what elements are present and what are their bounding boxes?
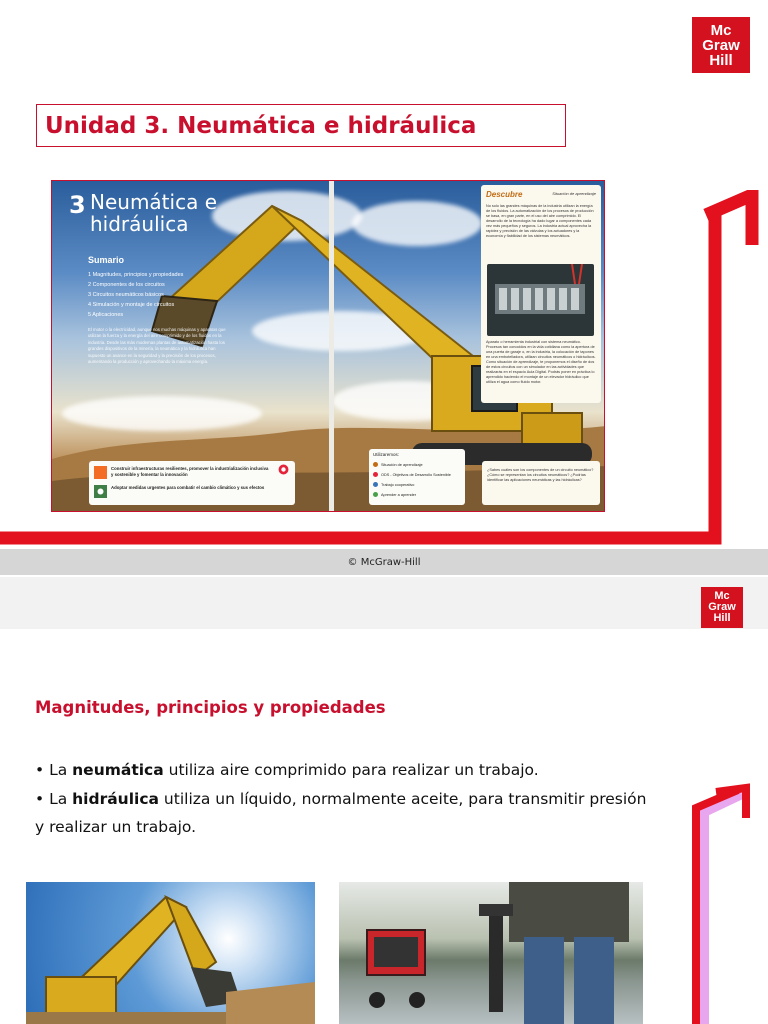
bullet-list (35, 756, 655, 842)
pneumatic-valves-photo (487, 264, 594, 336)
logo-line-1: Mc (710, 21, 732, 39)
sumario-item: 4 Simulación y montaje de circuitos (88, 302, 175, 308)
sumario-item: 3 Circuitos neumáticos básicos (88, 292, 164, 298)
sumario-item: 2 Componentes de los circuitos (88, 282, 165, 288)
utilizaremos-item: Trabajo cooperativo (373, 482, 414, 487)
descubre-text: No solo las grandes máquinas de la industria utilizan la energía de los fluidos. La automatización de los procesos de producción se basa, en gran parte, en el uso del aire comprimido. El desarrollo de la tecnología ha dado lugar a componentes cada vez más pequeños y seguros. La industria actual aprovecha la rapidez y precisión de las válvulas y los actuadores y la economía y fiabilidad de los sistemas neumáticos. (486, 204, 594, 238)
utilizaremos-item: Aprender a aprender (373, 492, 416, 497)
utilizaremos-item: Situación de aprendizaje (373, 462, 423, 467)
slide-footer (0, 549, 768, 575)
slide-title-box (36, 104, 566, 147)
descubre-box (481, 185, 601, 403)
bullet-keyword: hidráulica (72, 789, 159, 808)
ods-box (89, 461, 295, 505)
excavator-photo (26, 882, 315, 1024)
logo-line-2: Graw (708, 601, 736, 613)
book-spine (329, 181, 334, 511)
learn-to-learn-icon (373, 492, 378, 497)
book-unit-title: Neumática e hidráulica (90, 190, 217, 236)
ods-icon (373, 472, 378, 477)
sumario-item: 5 Aplicaciones (88, 312, 124, 318)
utilizaremos-box (369, 449, 465, 505)
logo-line-3: Hill (713, 612, 731, 624)
ods-13-icon (94, 485, 107, 498)
textbook-spread-image (51, 180, 605, 512)
ods-wheel-icon (278, 464, 289, 475)
learning-situation-icon (373, 462, 378, 467)
descubre-title: Descubre (486, 190, 523, 199)
bullet-keyword: neumática (72, 761, 164, 779)
logo-line-2: Graw (702, 36, 740, 54)
copyright-text: © McGraw-Hill (347, 556, 421, 568)
mcgraw-hill-logo (701, 587, 743, 628)
preguntas-text: ¿Sabes cuáles son los componentes de un circuito neumático? ¿Cómo se representan los circuitos neumáticos? ¿Podrías identificar las aplicaciones neumáticas y las hidráulicas? (487, 468, 594, 482)
ods-item (94, 466, 271, 479)
slide-2 (0, 577, 768, 1024)
slide-title: Unidad 3. Neumática e hidráulica (45, 112, 477, 139)
utilizaremos-item: ODS - Objetivos de Desarrollo Sostenible (373, 472, 451, 477)
descubre-tag: Situación de aprendizaje (552, 191, 596, 196)
sumario-heading: Sumario (88, 255, 125, 265)
pink-red-arrow-graphic (680, 782, 768, 1024)
preguntas-box (482, 461, 600, 505)
sumario-list (88, 270, 183, 320)
section-subtitle: Magnitudes, principios y propiedades (35, 698, 386, 717)
ods-item (94, 485, 271, 498)
ods-item-text: Adoptar medidas urgentes para combatir el cambio climático y sus efectos (111, 485, 265, 490)
ods-item-text: Construir infraestructuras resilientes, promover la industrialización inclusiva y sostenible y fomentar la innovación (111, 466, 269, 477)
sumario-item: 1 Magnitudes, principios y propiedades (88, 272, 184, 278)
ods-9-icon (94, 466, 107, 479)
slide-2-header-band (0, 577, 768, 629)
jackhammer-photo (339, 882, 643, 1024)
bullet-item: • La neumática utiliza aire comprimido para realizar un trabajo. (35, 761, 539, 779)
logo-line-3: Hill (709, 51, 733, 69)
book-unit-number: 3 (69, 191, 86, 219)
descubre-caption: Aparato o herramienta industrial con sistema neumático. Procesos tan conocidos en la vida cotidiana como la apertura de una puerta de garaje o, en la industria, la colocación de tapones en una embotelladora, utilizan circuitos neumáticos o hidráulicos. Como situación de aprendizaje, te proponemos el diseño de dos de estos circuitos con un simulador en las actividades que realizarás en el espacio Aula Digital. Podrás poner en práctica lo aprendido haciendo el montaje de un elevador hidráulico que utiliza el agua como fluido motor. (486, 340, 596, 384)
utilizaremos-title: Utilizaremos: (373, 452, 400, 457)
cooperative-work-icon (373, 482, 378, 487)
unit-intro-text: El motor o la electricidad, aunque nos muchas máquinas y aparatos que utilizan la fuerza y la energía del aire comprimido y de los fluidos en la industria. Desde las más modernas plantas de automatización hasta los grandes dispositivos de la minería, la neumática y la hidráulica han supuesto un avance en la seguridad y la precisión de los procesos, aumentando la producción y aprovechando la máxima energía. (88, 327, 226, 365)
mcgraw-hill-logo (692, 17, 750, 73)
logo-line-1: Mc (714, 590, 730, 602)
bullet-item: • La hidráulica utiliza un líquido, normalmente aceite, para transmitir presión y realizar un trabajo. (35, 789, 647, 836)
